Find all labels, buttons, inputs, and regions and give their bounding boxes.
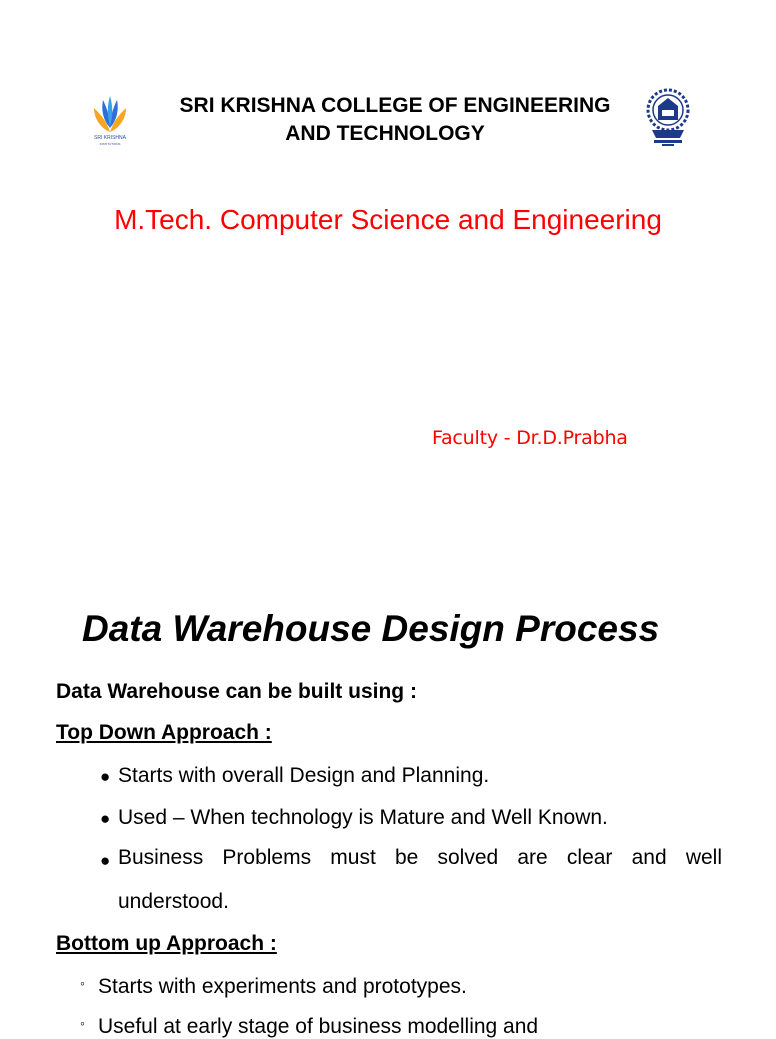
college-name-line2: AND TECHNOLOGY <box>285 122 485 145</box>
logo-text-2: INSTITUTIONS <box>99 142 121 146</box>
college-name-line1: SRI KRISHNA COLLEGE OF ENGINEERING <box>179 94 611 117</box>
bullet-ring-icon: ◦ <box>80 1015 85 1031</box>
tiny-text-2 <box>330 275 430 279</box>
slide-title: Data Warehouse Design Process <box>82 608 660 649</box>
intro-text: Data Warehouse can be built using : <box>56 680 417 703</box>
college-logo-left <box>88 92 132 150</box>
document-page: SRI KRISHNA INSTITUTIONS SRI KRISHNA COLLEGE OF ENGINEERING AND TECHNOLOGY M.Tech. Computer Science and Engineering Faculty - Dr.D.Prabha Data Warehouse Design Process Data Warehouse can be built using : Top Down Approach : ● Starts with overall Design and Planning. ● Used – When technology is Mature and Well Known. ● Business Problems must be solved are clear and well understood. Bottom up Approach : ◦ Starts with experiments and prototypes. ◦ Useful at early stage of business modelling and <box>0 0 768 1024</box>
list-item: ● Used – When technology is Mature and Well Known. <box>100 806 608 829</box>
tiny-text-1 <box>330 266 430 270</box>
college-name <box>140 92 650 148</box>
bullet-dot-icon: ● <box>100 767 111 786</box>
program-title: M.Tech. Computer Science and Engineering <box>114 204 662 235</box>
bullet-dot-icon: ● <box>100 809 111 828</box>
bullet-ring-icon: ◦ <box>80 975 85 991</box>
top-down-heading: Top Down Approach : <box>56 721 272 744</box>
college-emblem-right <box>644 86 692 148</box>
logo-text-1: SRI KRISHNA <box>94 135 126 141</box>
bullet-dot-icon: ● <box>100 851 111 870</box>
faculty-name: Faculty - Dr.D.Prabha <box>432 427 628 449</box>
bottom-up-heading: Bottom up Approach : <box>56 932 277 955</box>
list-item: ● Business Problems must be solved are clear and well understood. <box>100 846 722 913</box>
list-item: ● Starts with overall Design and Planning. <box>100 764 490 787</box>
list-item-continuation: understood. <box>118 890 229 913</box>
tiny-text-3 <box>330 281 430 285</box>
